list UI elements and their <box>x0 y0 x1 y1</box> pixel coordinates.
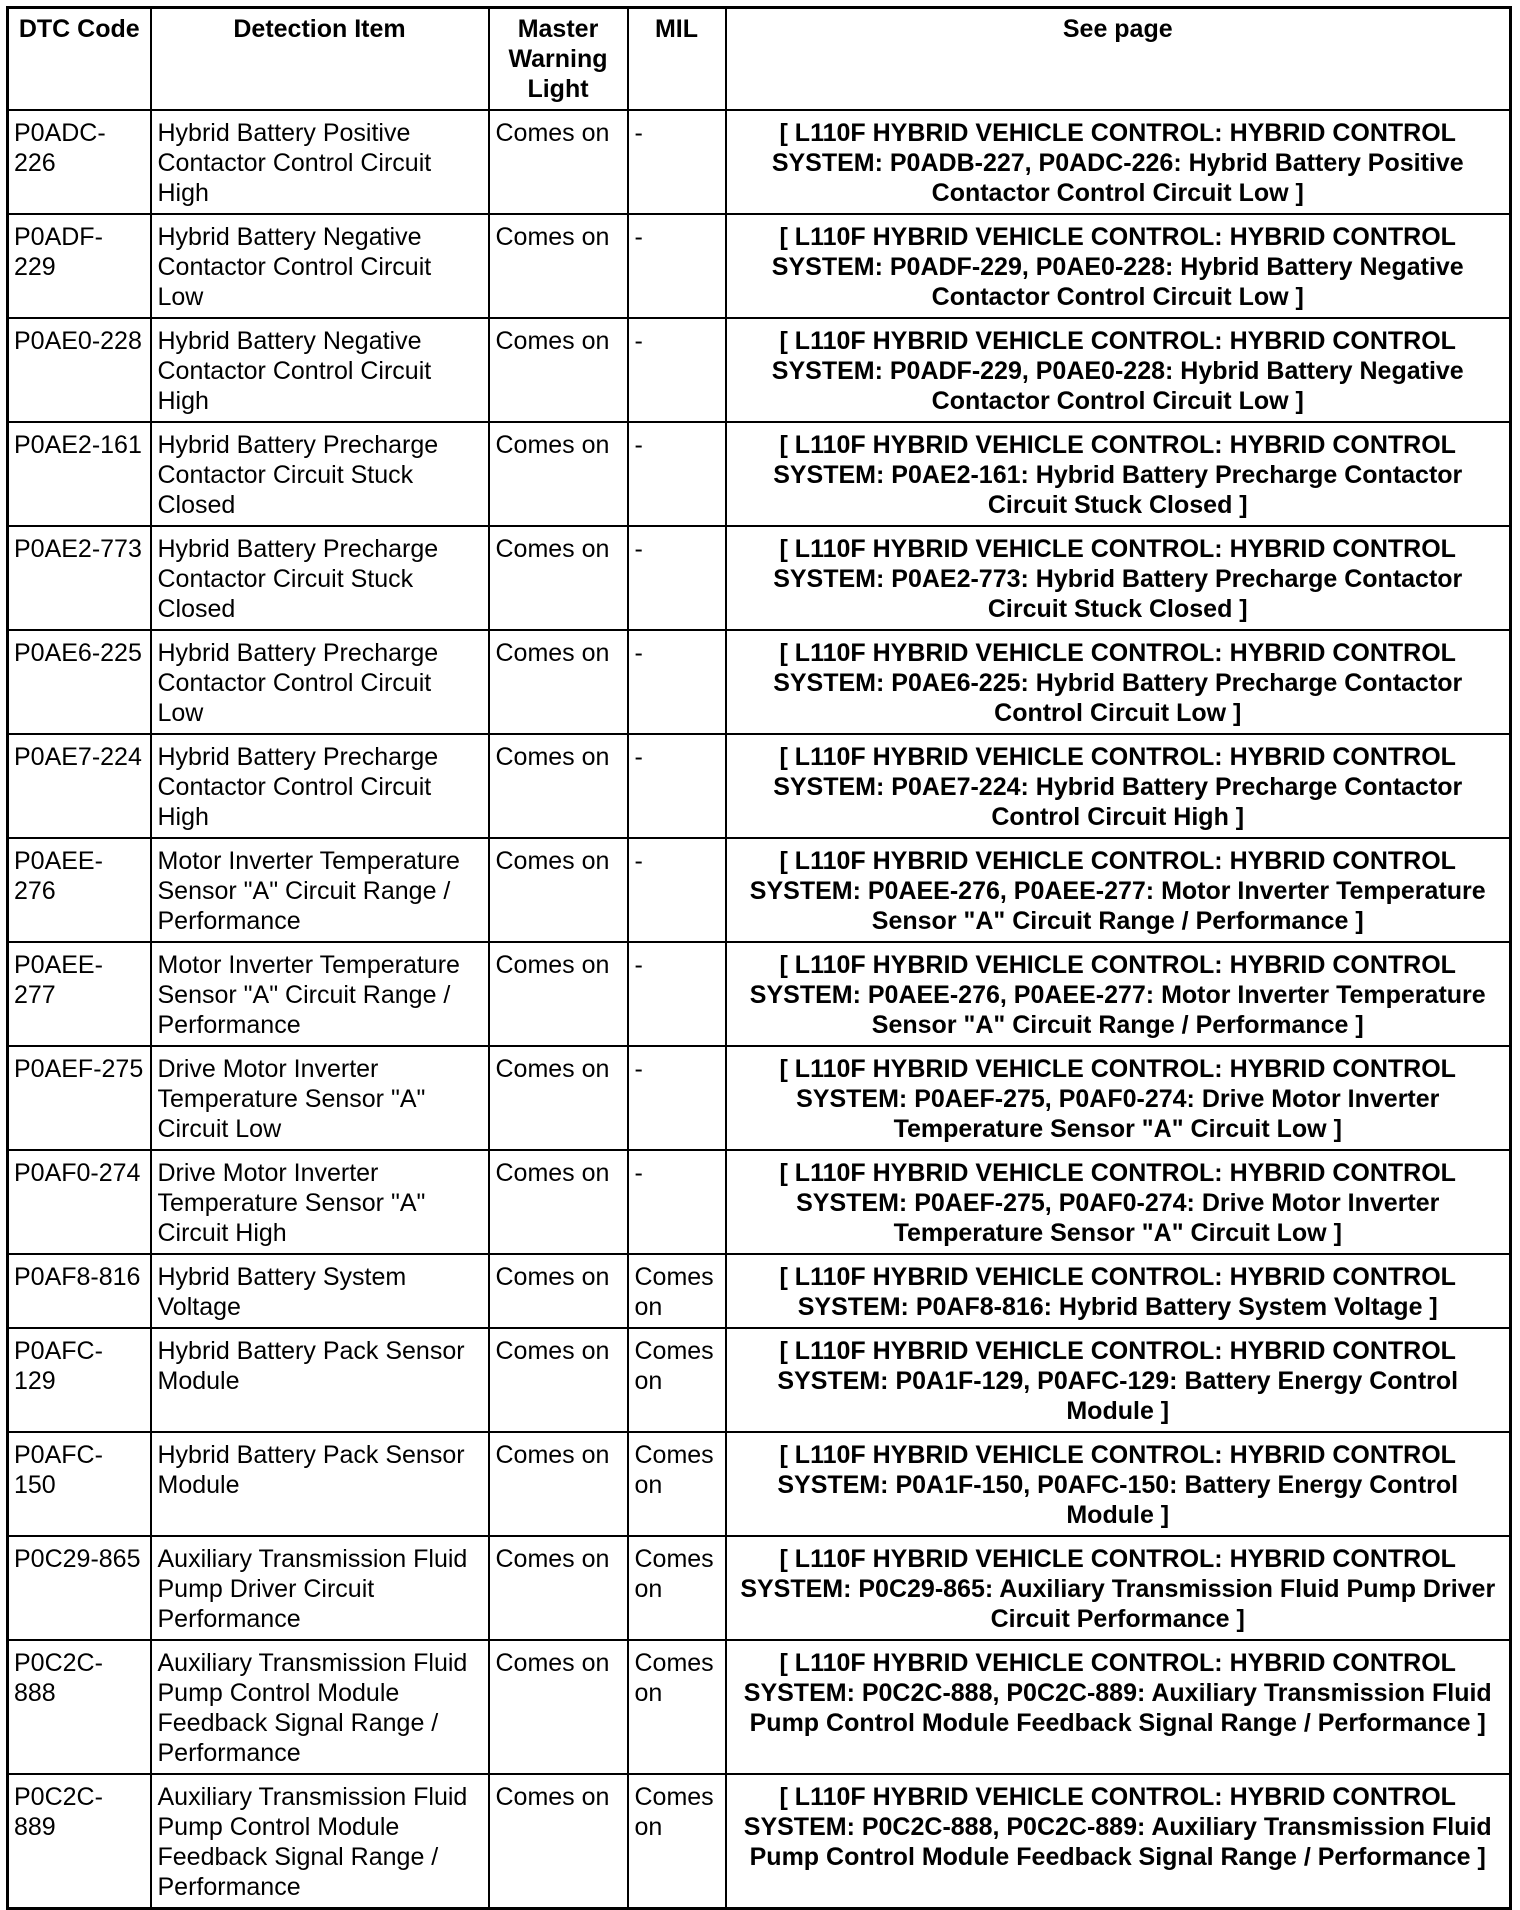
master-warning-light-cell: Comes on <box>489 214 628 318</box>
dtc-code-cell: P0AE2-161 <box>8 422 151 526</box>
master-warning-light-cell: Comes on <box>489 1150 628 1254</box>
dtc-code-cell: P0ADC-226 <box>8 110 151 214</box>
mil-cell: Comes on <box>628 1640 726 1774</box>
see-page-link[interactable]: [ L110F HYBRID VEHICLE CONTROL: HYBRID CONTROL SYSTEM: P0ADF-229, P0AE0-228: Hybrid Battery Negative Contactor Control Circuit Low ] <box>726 214 1511 318</box>
detection-item-cell: Hybrid Battery Pack Sensor Module <box>151 1328 489 1432</box>
table-row <box>8 110 1511 214</box>
detection-item-cell: Hybrid Battery Pack Sensor Module <box>151 1432 489 1536</box>
detection-item-cell: Auxiliary Transmission Fluid Pump Control Module Feedback Signal Range / Performance <box>151 1774 489 1909</box>
master-warning-light-cell: Comes on <box>489 1254 628 1328</box>
table-row <box>8 942 1511 1046</box>
table-header-row <box>8 8 1511 111</box>
mil-cell: - <box>628 318 726 422</box>
see-page-link[interactable]: [ L110F HYBRID VEHICLE CONTROL: HYBRID CONTROL SYSTEM: P0AE7-224: Hybrid Battery Precharge Contactor Control Circuit High ] <box>726 734 1511 838</box>
mil-cell: - <box>628 526 726 630</box>
dtc-code-cell: P0AFC-150 <box>8 1432 151 1536</box>
dtc-table <box>6 6 1512 1910</box>
mil-cell: Comes on <box>628 1328 726 1432</box>
table-row <box>8 734 1511 838</box>
header-see-page: See page <box>726 8 1511 111</box>
detection-item-cell: Drive Motor Inverter Temperature Sensor "A" Circuit Low <box>151 1046 489 1150</box>
mil-cell: - <box>628 214 726 318</box>
dtc-code-cell: P0AE2-773 <box>8 526 151 630</box>
master-warning-light-cell: Comes on <box>489 1536 628 1640</box>
dtc-code-cell: P0C2C-889 <box>8 1774 151 1909</box>
dtc-code-cell: P0AF0-274 <box>8 1150 151 1254</box>
master-warning-light-cell: Comes on <box>489 1046 628 1150</box>
detection-item-cell: Hybrid Battery Precharge Contactor Control Circuit High <box>151 734 489 838</box>
master-warning-light-cell: Comes on <box>489 1640 628 1774</box>
mil-cell: Comes on <box>628 1432 726 1536</box>
see-page-link[interactable]: [ L110F HYBRID VEHICLE CONTROL: HYBRID CONTROL SYSTEM: P0AE2-773: Hybrid Battery Precharge Contactor Circuit Stuck Closed ] <box>726 526 1511 630</box>
table-row <box>8 1774 1511 1909</box>
master-warning-light-cell: Comes on <box>489 942 628 1046</box>
detection-item-cell: Hybrid Battery Negative Contactor Control Circuit High <box>151 318 489 422</box>
master-warning-light-cell: Comes on <box>489 110 628 214</box>
master-warning-light-cell: Comes on <box>489 422 628 526</box>
detection-item-cell: Hybrid Battery Positive Contactor Control Circuit High <box>151 110 489 214</box>
see-page-link[interactable]: [ L110F HYBRID VEHICLE CONTROL: HYBRID CONTROL SYSTEM: P0AEF-275, P0AF0-274: Drive Motor Inverter Temperature Sensor "A" Circuit Low ] <box>726 1046 1511 1150</box>
mil-cell: Comes on <box>628 1536 726 1640</box>
dtc-code-cell: P0AEE-276 <box>8 838 151 942</box>
see-page-link[interactable]: [ L110F HYBRID VEHICLE CONTROL: HYBRID CONTROL SYSTEM: P0ADB-227, P0ADC-226: Hybrid Battery Positive Contactor Control Circuit Low ] <box>726 110 1511 214</box>
detection-item-cell: Hybrid Battery Precharge Contactor Control Circuit Low <box>151 630 489 734</box>
dtc-code-cell: P0AEF-275 <box>8 1046 151 1150</box>
master-warning-light-cell: Comes on <box>489 838 628 942</box>
mil-cell: - <box>628 734 726 838</box>
mil-cell: - <box>628 1150 726 1254</box>
master-warning-light-cell: Comes on <box>489 318 628 422</box>
table-row <box>8 838 1511 942</box>
mil-cell: - <box>628 422 726 526</box>
table-row <box>8 526 1511 630</box>
table-row <box>8 422 1511 526</box>
see-page-link[interactable]: [ L110F HYBRID VEHICLE CONTROL: HYBRID CONTROL SYSTEM: P0AF8-816: Hybrid Battery System Voltage ] <box>726 1254 1511 1328</box>
see-page-link[interactable]: [ L110F HYBRID VEHICLE CONTROL: HYBRID CONTROL SYSTEM: P0AEE-276, P0AEE-277: Motor Inverter Temperature Sensor "A" Circuit Range / Performance ] <box>726 942 1511 1046</box>
header-mil: MIL <box>628 8 726 111</box>
see-page-link[interactable]: [ L110F HYBRID VEHICLE CONTROL: HYBRID CONTROL SYSTEM: P0C2C-888, P0C2C-889: Auxiliary Transmission Fluid Pump Control Module Feedback Signal Range / Performance ] <box>726 1774 1511 1909</box>
table-row <box>8 1640 1511 1774</box>
mil-cell: - <box>628 942 726 1046</box>
table-row <box>8 1328 1511 1432</box>
mil-cell: Comes on <box>628 1774 726 1909</box>
dtc-code-cell: P0C2C-888 <box>8 1640 151 1774</box>
detection-item-cell: Hybrid Battery Negative Contactor Control Circuit Low <box>151 214 489 318</box>
see-page-link[interactable]: [ L110F HYBRID VEHICLE CONTROL: HYBRID CONTROL SYSTEM: P0A1F-129, P0AFC-129: Battery Energy Control Module ] <box>726 1328 1511 1432</box>
mil-cell: - <box>628 630 726 734</box>
detection-item-cell: Motor Inverter Temperature Sensor "A" Circuit Range / Performance <box>151 838 489 942</box>
detection-item-cell: Auxiliary Transmission Fluid Pump Driver Circuit Performance <box>151 1536 489 1640</box>
header-master-warning-light: Master Warning Light <box>489 8 628 111</box>
master-warning-light-cell: Comes on <box>489 630 628 734</box>
detection-item-cell: Hybrid Battery Precharge Contactor Circuit Stuck Closed <box>151 422 489 526</box>
mil-cell: - <box>628 838 726 942</box>
see-page-link[interactable]: [ L110F HYBRID VEHICLE CONTROL: HYBRID CONTROL SYSTEM: P0ADF-229, P0AE0-228: Hybrid Battery Negative Contactor Control Circuit Low ] <box>726 318 1511 422</box>
detection-item-cell: Drive Motor Inverter Temperature Sensor "A" Circuit High <box>151 1150 489 1254</box>
see-page-link[interactable]: [ L110F HYBRID VEHICLE CONTROL: HYBRID CONTROL SYSTEM: P0AE6-225: Hybrid Battery Precharge Contactor Control Circuit Low ] <box>726 630 1511 734</box>
detection-item-cell: Hybrid Battery Precharge Contactor Circuit Stuck Closed <box>151 526 489 630</box>
mil-cell: - <box>628 1046 726 1150</box>
header-dtc-code: DTC Code <box>8 8 151 111</box>
dtc-code-cell: P0AFC-129 <box>8 1328 151 1432</box>
master-warning-light-cell: Comes on <box>489 1328 628 1432</box>
dtc-code-cell: P0AEE-277 <box>8 942 151 1046</box>
see-page-link[interactable]: [ L110F HYBRID VEHICLE CONTROL: HYBRID CONTROL SYSTEM: P0A1F-150, P0AFC-150: Battery Energy Control Module ] <box>726 1432 1511 1536</box>
mil-cell: Comes on <box>628 1254 726 1328</box>
table-row <box>8 1536 1511 1640</box>
dtc-code-cell: P0ADF-229 <box>8 214 151 318</box>
dtc-code-cell: P0AE0-228 <box>8 318 151 422</box>
see-page-link[interactable]: [ L110F HYBRID VEHICLE CONTROL: HYBRID CONTROL SYSTEM: P0AEE-276, P0AEE-277: Motor Inverter Temperature Sensor "A" Circuit Range / Performance ] <box>726 838 1511 942</box>
see-page-link[interactable]: [ L110F HYBRID VEHICLE CONTROL: HYBRID CONTROL SYSTEM: P0AE2-161: Hybrid Battery Precharge Contactor Circuit Stuck Closed ] <box>726 422 1511 526</box>
see-page-link[interactable]: [ L110F HYBRID VEHICLE CONTROL: HYBRID CONTROL SYSTEM: P0AEF-275, P0AF0-274: Drive Motor Inverter Temperature Sensor "A" Circuit Low ] <box>726 1150 1511 1254</box>
dtc-code-cell: P0AE6-225 <box>8 630 151 734</box>
dtc-table-container <box>6 6 1509 1910</box>
detection-item-cell: Auxiliary Transmission Fluid Pump Control Module Feedback Signal Range / Performance <box>151 1640 489 1774</box>
mil-cell: - <box>628 110 726 214</box>
table-row <box>8 214 1511 318</box>
master-warning-light-cell: Comes on <box>489 734 628 838</box>
master-warning-light-cell: Comes on <box>489 1432 628 1536</box>
master-warning-light-cell: Comes on <box>489 526 628 630</box>
table-row <box>8 1150 1511 1254</box>
table-row <box>8 1046 1511 1150</box>
see-page-link[interactable]: [ L110F HYBRID VEHICLE CONTROL: HYBRID CONTROL SYSTEM: P0C29-865: Auxiliary Transmission Fluid Pump Driver Circuit Performance ] <box>726 1536 1511 1640</box>
dtc-code-cell: P0AF8-816 <box>8 1254 151 1328</box>
detection-item-cell: Hybrid Battery System Voltage <box>151 1254 489 1328</box>
table-row <box>8 1432 1511 1536</box>
table-body <box>8 110 1511 1909</box>
see-page-link[interactable]: [ L110F HYBRID VEHICLE CONTROL: HYBRID CONTROL SYSTEM: P0C2C-888, P0C2C-889: Auxiliary Transmission Fluid Pump Control Module Feedback Signal Range / Performance ] <box>726 1640 1511 1774</box>
table-row <box>8 630 1511 734</box>
header-detection-item: Detection Item <box>151 8 489 111</box>
master-warning-light-cell: Comes on <box>489 1774 628 1909</box>
table-row <box>8 318 1511 422</box>
dtc-code-cell: P0AE7-224 <box>8 734 151 838</box>
dtc-code-cell: P0C29-865 <box>8 1536 151 1640</box>
detection-item-cell: Motor Inverter Temperature Sensor "A" Circuit Range / Performance <box>151 942 489 1046</box>
table-row <box>8 1254 1511 1328</box>
